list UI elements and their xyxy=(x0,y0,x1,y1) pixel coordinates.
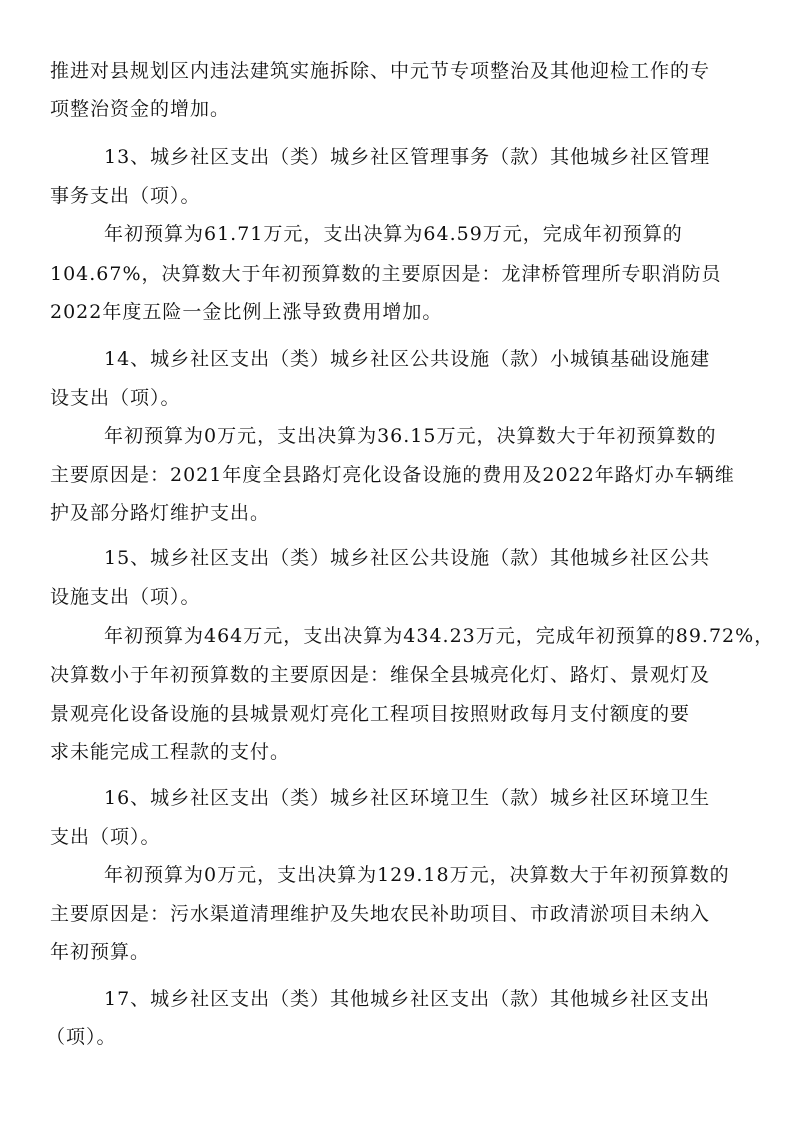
section-heading-14: 14、城乡社区支出（类）城乡社区公共设施（款）小城镇基础设施建 xyxy=(104,348,711,370)
text-line: 主要原因是：2021年度全县路灯亮化设备设施的费用及2022年路灯办车辆维 xyxy=(50,464,735,486)
section-heading-13: 13、城乡社区支出（类）城乡社区管理事务（款）其他城乡社区管理 xyxy=(104,146,711,168)
text-line: 主要原因是：污水渠道清理维护及失地农民补助项目、市政清淤项目未纳入 xyxy=(50,903,711,925)
text-line: 支出（项）。 xyxy=(50,826,161,848)
text-line: 决算数小于年初预算数的主要原因是：维保全县城亮化灯、路灯、景观灯及 xyxy=(50,664,711,686)
text-line: 年初预算为61.71万元，支出决算为64.59万元，完成年初预算的 xyxy=(104,223,683,245)
text-line: 年初预算。 xyxy=(50,941,151,963)
text-line: 2022年度五险一金比例上涨导致费用增加。 xyxy=(50,301,443,323)
text-line: 年初预算为464万元，支出决算为434.23万元，完成年初预算的89.72%， xyxy=(104,625,775,647)
section-heading-17: 17、城乡社区支出（类）其他城乡社区支出（款）其他城乡社区支出 xyxy=(104,988,711,1010)
text-line: 年初预算为0万元，支出决算为36.15万元，决算数大于年初预算数的 xyxy=(104,425,717,447)
text-line: 设施支出（项）。 xyxy=(50,586,201,608)
text-line: 项整治资金的增加。 xyxy=(50,98,231,120)
text-line: 104.67%，决算数大于年初预算数的主要原因是：龙津桥管理所专职消防员 xyxy=(50,263,722,285)
text-line: 事务支出（项）。 xyxy=(50,185,201,207)
text-line: 推进对县规划区内违法建筑实施拆除、中元节专项整治及其他迎检工作的专 xyxy=(50,60,711,82)
section-heading-16: 16、城乡社区支出（类）城乡社区环境卫生（款）城乡社区环境卫生 xyxy=(104,787,711,809)
text-line: 护及部分路灯维护支出。 xyxy=(50,502,271,524)
text-line: 设支出（项）。 xyxy=(50,387,181,409)
text-line: （项）。 xyxy=(46,1026,117,1048)
text-line: 年初预算为0万元，支出决算为129.18万元，决算数大于年初预算数的 xyxy=(104,864,730,886)
section-heading-15: 15、城乡社区支出（类）城乡社区公共设施（款）其他城乡社区公共 xyxy=(104,547,711,569)
text-line: 景观亮化设备设施的县城景观灯亮化工程项目按照财政每月支付额度的要 xyxy=(50,703,691,725)
text-line: 求未能完成工程款的支付。 xyxy=(50,741,291,763)
